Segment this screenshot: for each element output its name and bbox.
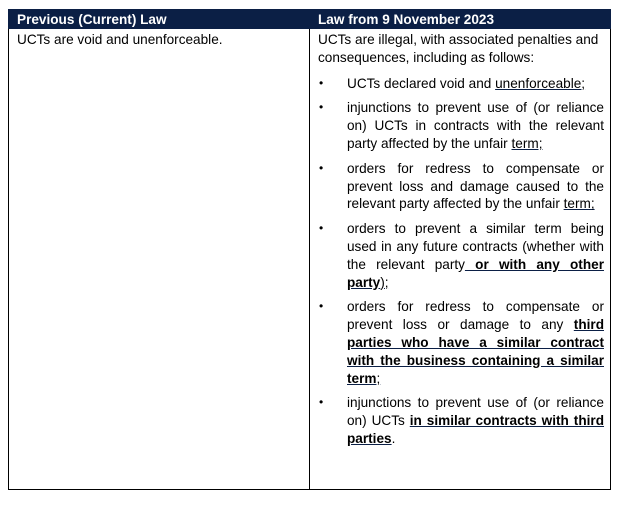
bullet-icon: • bbox=[319, 299, 324, 314]
law-comparison-table bbox=[8, 9, 611, 490]
list-item: • orders for redress to compensate or prevent loss or damage to any third parties who have a similar contract with the business containing a similar term; bbox=[319, 299, 604, 386]
previous-law-cell bbox=[9, 29, 310, 490]
list-item: • UCTs declared void and unenforceable; bbox=[319, 75, 586, 91]
consequences-list bbox=[318, 75, 604, 448]
header-new-law: Law from 9 November 2023 bbox=[310, 10, 611, 29]
bullet-icon: • bbox=[319, 395, 324, 410]
list-item: • orders to prevent a similar term being used in any future contracts (whether with the relevant party or with any other party); bbox=[319, 221, 604, 290]
header-row bbox=[9, 10, 611, 29]
previous-law-text: UCTs are void and unenforceable. bbox=[17, 32, 223, 47]
new-law-intro: UCTs are illegal, with associated penalties and consequences, including as follows: bbox=[318, 32, 599, 65]
bullet-icon: • bbox=[319, 160, 324, 175]
list-item: • injunctions to prevent use of (or reliance on) UCTs in similar contracts with third parties. bbox=[319, 395, 605, 446]
list-item: • orders for redress to compensate or prevent loss and damage caused to the relevant party affected by the unfair term; bbox=[319, 160, 604, 212]
new-law-cell bbox=[310, 29, 611, 490]
bullet-icon: • bbox=[319, 221, 324, 236]
bullet-icon: • bbox=[319, 75, 324, 90]
list-item: • injunctions to prevent use of (or reliance on) UCTs in contracts with the relevant party affected by the unfair term; bbox=[319, 100, 604, 151]
bullet-icon: • bbox=[319, 100, 324, 115]
header-previous-law: Previous (Current) Law bbox=[9, 10, 310, 29]
table-row bbox=[9, 29, 611, 490]
